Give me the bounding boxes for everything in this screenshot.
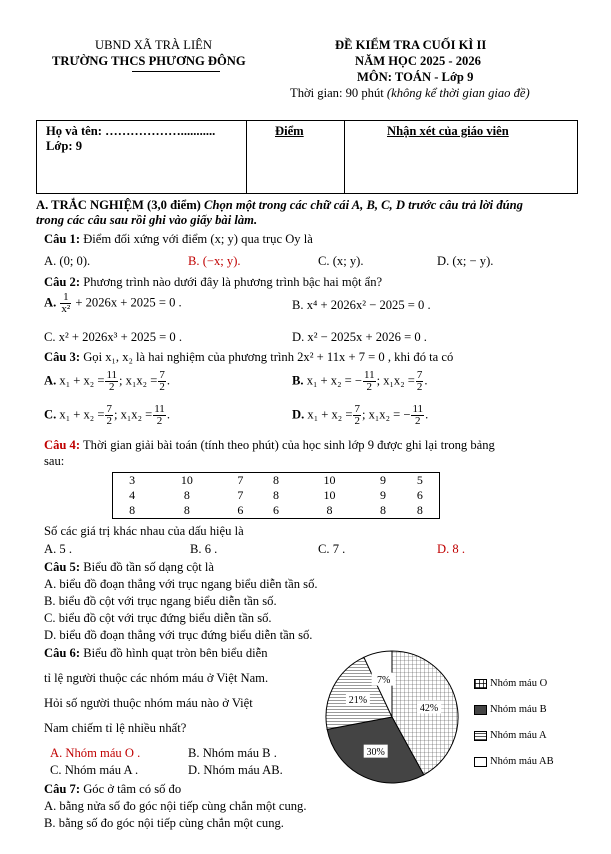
q4-option-c[interactable]: C. 7 . — [318, 542, 346, 556]
q7-option-a[interactable]: A. bằng nửa số đo góc nội tiếp cùng chắn một cung. — [44, 799, 307, 813]
score-label: Điểm — [275, 124, 304, 138]
table-cell: 8 — [183, 488, 190, 502]
legend-item-o: Nhóm máu O — [474, 678, 547, 689]
table-cell: 7 — [237, 488, 244, 502]
table-cell: 8 — [183, 503, 190, 517]
q6-option-d[interactable]: D. Nhóm máu AB. — [188, 763, 283, 777]
q1-option-d[interactable]: D. (x; − y). — [437, 254, 494, 268]
name-cell[interactable] — [37, 121, 247, 193]
subject: MÔN: TOÁN - Lớp 9 — [357, 70, 474, 84]
table-cell: 10 — [323, 473, 336, 487]
q2-option-b[interactable]: B. x⁴ + 2026x² − 2025 = 0 . — [292, 298, 431, 312]
q5-option-d[interactable]: D. biểu đồ đoạn thẳng với trục đứng biểu diễn tần số. — [44, 628, 313, 642]
school-name: TRƯỜNG THCS PHƯƠNG ĐÔNG — [52, 54, 246, 68]
q2-option-c[interactable]: C. x² + 2026x³ + 2025 = 0 . — [44, 330, 183, 344]
pie-label: 21% — [348, 695, 368, 707]
exam-time: Thời gian: 90 phút (không kể thời gian giao đề) — [290, 86, 530, 100]
q7-option-b[interactable]: B. bằng số đo góc nội tiếp cùng chắn một cung. — [44, 816, 284, 830]
table-cell: 8 — [272, 473, 279, 487]
section-a-title: A. TRẮC NGHIỆM (3,0 điểm) Chọn một trong các chữ cái A, B, C, D trước câu trả lời đúng — [36, 198, 523, 212]
table-cell: 9 — [380, 473, 386, 487]
q1-option-b[interactable]: B. (−x; y). — [188, 254, 241, 268]
table-cell: 6 — [237, 503, 244, 517]
q3-text: Câu 3: Gọi x₁, x₂ là hai nghiệm của phương trình 2x² + 11x + 7 = 0 , khi đó ta có — [44, 350, 454, 364]
table-cell: 8 — [416, 503, 423, 517]
q3-option-d[interactable]: D. x₁ + x₂ = $\frac{7}{2}$ ; x₁x₂ = − $\frac{11}{2}$ . — [292, 403, 429, 427]
q2-option-d[interactable]: D. x² − 2025x + 2026 = 0 . — [292, 330, 427, 344]
q7-text: Câu 7: Góc ở tâm có số đo — [44, 782, 182, 796]
q1-text: Câu 1: Điểm đối xứng với điểm (x; y) qua trục Oy là — [44, 232, 313, 246]
q2-option-a[interactable]: A. $\frac{1}{\text{x²}}$ + 2026x + 2025 = 0 . — [44, 291, 182, 315]
school-underline — [132, 71, 220, 72]
q1-option-c[interactable]: C. (x; y). — [318, 254, 364, 268]
q2-text: Câu 2: Phương trình nào dưới đây là phương trình bậc hai một ẩn? — [44, 275, 383, 289]
exam-title: ĐỀ KIỂM TRA CUỐI KÌ II — [335, 38, 487, 52]
q4-text-2: sau: — [44, 454, 65, 468]
table-cell: 4 — [129, 488, 136, 502]
q2-a-fraction: $\frac{1}{\text{x²}}$ — [61, 291, 71, 315]
pie-label: 30% — [366, 747, 385, 759]
table-cell: 8 — [380, 503, 386, 517]
q3-option-b[interactable]: B. x₁ + x₂ = − $\frac{11}{2}$ ; x₁x₂ = $\frac{7}{2}$ . — [292, 369, 428, 393]
legend-swatch-ab — [474, 757, 487, 767]
q4-option-a[interactable]: A. 5 . — [44, 542, 72, 556]
student-info-box — [36, 120, 578, 194]
table-cell: 9 — [380, 488, 386, 502]
legend-item-ab: Nhóm máu AB — [474, 756, 554, 767]
table-cell: 8 — [272, 488, 279, 502]
table-cell: 8 — [129, 503, 136, 517]
q3-option-a[interactable]: A. x₁ + x₂ = $\frac{11}{2}$ ; x₁x₂ = $\frac{7}{2}$ . — [44, 369, 170, 393]
blood-type-pie-chart — [308, 648, 476, 786]
q4-option-b[interactable]: B. 6 . — [190, 542, 218, 556]
q5-option-a[interactable]: A. biểu đồ đoạn thẳng với trục ngang biểu diễn tần số. — [44, 577, 318, 591]
q3-option-c[interactable]: C. x₁ + x₂ = $\frac{7}{2}$ ; x₁x₂ = $\frac{11}{2}$ . — [44, 403, 170, 427]
pie-label: 42% — [419, 702, 439, 714]
legend-item-b: Nhóm máu B — [474, 704, 547, 715]
legend-swatch-o — [474, 679, 487, 689]
q6-option-b[interactable]: B. Nhóm máu B . — [188, 746, 277, 760]
school-authority: UBND XÃ TRÀ LIÊN — [95, 38, 212, 52]
table-row — [113, 503, 440, 519]
name-label: Họ và tên: ………………........... — [46, 124, 216, 138]
legend-swatch-b — [474, 705, 487, 715]
table-cell: 6 — [272, 503, 279, 517]
comment-label: Nhận xét của giáo viên — [387, 124, 509, 138]
table-cell: 7 — [237, 473, 244, 487]
table-cell: 10 — [180, 473, 193, 487]
legend-item-a: Nhóm máu A — [474, 730, 547, 741]
legend-swatch-a — [474, 731, 487, 741]
class-label: Lớp: 9 — [46, 139, 83, 153]
table-cell: 5 — [416, 473, 423, 487]
q6-option-a[interactable]: A. Nhóm máu O . — [50, 746, 141, 760]
q6-option-c[interactable]: C. Nhóm máu A . — [50, 763, 139, 777]
section-a-instruction: trong các câu sau rồi ghi vào giấy bài làm. — [36, 213, 258, 227]
q4-question: Số các giá trị khác nhau của dấu hiệu là — [44, 524, 244, 538]
score-cell[interactable] — [247, 121, 345, 193]
q4-data-table — [112, 472, 440, 519]
q5-option-c[interactable]: C. biểu đồ cột với trục đứng biểu diễn tần số. — [44, 611, 272, 625]
q4-option-d[interactable]: D. 8 . — [437, 542, 465, 556]
q6-text-2: tỉ lệ người thuộc các nhóm máu ở Việt Nam. — [44, 671, 269, 685]
q5-text: Câu 5: Biểu đồ tần số dạng cột là — [44, 560, 215, 574]
table-cell: 3 — [129, 473, 136, 487]
school-year: NĂM HỌC 2025 - 2026 — [355, 54, 481, 68]
pie-label: 7% — [376, 675, 391, 687]
q6-text-3: Hỏi số người thuộc nhóm máu nào ở Việt — [44, 696, 253, 710]
q6-text-4: Nam chiếm tỉ lệ nhiều nhất? — [44, 721, 187, 735]
table-cell: 10 — [323, 488, 336, 502]
q6-text: Câu 6: Biểu đồ hình quạt tròn bên biểu diễn — [44, 646, 268, 660]
q1-option-a[interactable]: A. (0; 0). — [44, 254, 91, 268]
table-row — [113, 473, 440, 489]
q4-text: Câu 4: Thời gian giải bài toán (tính theo phút) của học sinh lớp 9 được ghi lại trong bảng — [44, 438, 495, 452]
table-cell: 8 — [326, 503, 333, 517]
table-row — [113, 488, 440, 503]
table-cell: 6 — [416, 488, 423, 502]
q5-option-b[interactable]: B. biểu đồ cột với trục ngang biểu diễn tần số. — [44, 594, 277, 608]
